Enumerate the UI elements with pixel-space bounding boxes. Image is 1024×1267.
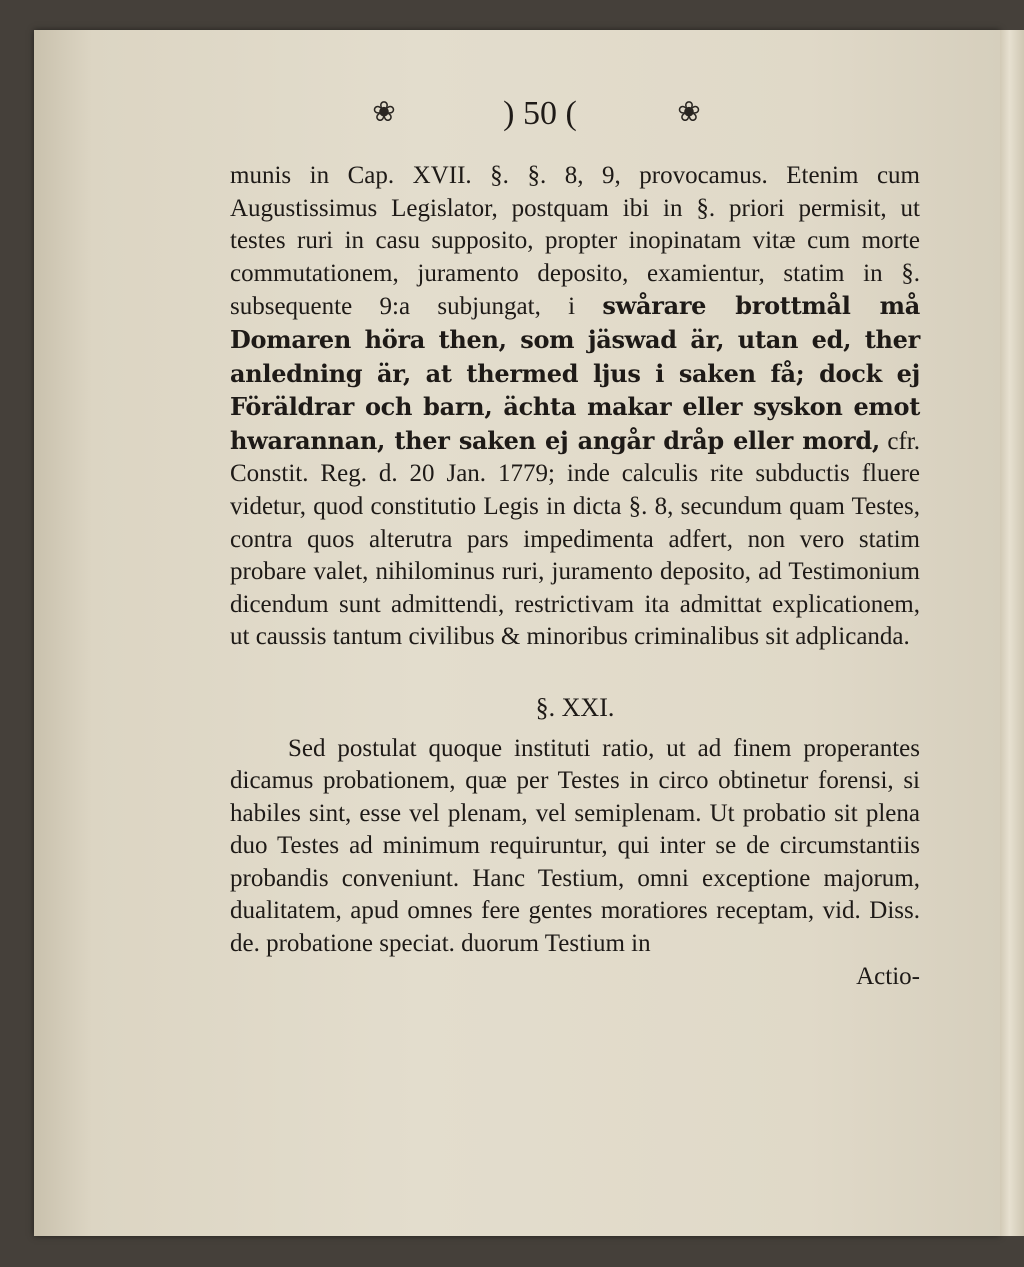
body-text (230, 160, 920, 993)
paragraph-1 (230, 160, 920, 654)
latin-text: cfr. Constit. Reg. d. 20 Jan. 1779; inde calculis rite subductis fluere videtur, quod constitutio Legis in dicta §. 8, secundum quam Testes, contra quos alterutra pars impedimenta adfert, non vero statim probare valet, nihilominus ruri, juramento deposito, ad Testimonium dicendum sunt admittendi, restrictivam ita admittat explicationem, ut caussis tantum civilibus & minoribus criminalibus sit adplicanda. (230, 427, 920, 651)
facing-page-edge (1000, 30, 1024, 1236)
running-head (370, 90, 730, 140)
latin-text: munis in Cap. XVII. §. §. 8, 9, provocamus. Etenim cum Augustissimus Legislator, postquam ibi in §. priori permisit, ut testes ruri in casu supposito, propter inopinatam vitæ cum morte commutationem, juramento deposito, examientur, statim in §. subsequente 9:a subjungat, i (230, 162, 920, 321)
paragraph-2: Sed postulat quoque instituti ratio, ut ad finem properantes dicamus probationem, quæ per Testes in circo obtinetur forensi, si habiles sint, esse vel plenam, vel semiplenam. Ut probatio sit plena duo Testes ad minimum requiruntur, qui inter se de circumstantiis probandis conveniunt. Hanc Testium, omni exceptione majorum, dualitatem, apud omnes fere gentes moratiores receptam, vid. Diss. de. probatione speciat. duorum Testium in (230, 734, 920, 958)
section-heading: §. XXI. (535, 692, 615, 722)
flower-ornament-icon: ❀ (677, 95, 701, 128)
swedish-blackletter-quote: swårare brottmål må Domaren höra then, som jäswad är, utan ed, ther anledning är, at thermed ljus i saken få; dock ej Föräldrar och barn, ächta makar eller syskon emot hwarannan, ther saken ej angår dråp eller mord, (230, 291, 920, 455)
catchword: Actio- (856, 962, 920, 990)
flower-ornament-icon: ❀ (372, 95, 396, 128)
page-number: ) 50 ( (503, 95, 577, 132)
